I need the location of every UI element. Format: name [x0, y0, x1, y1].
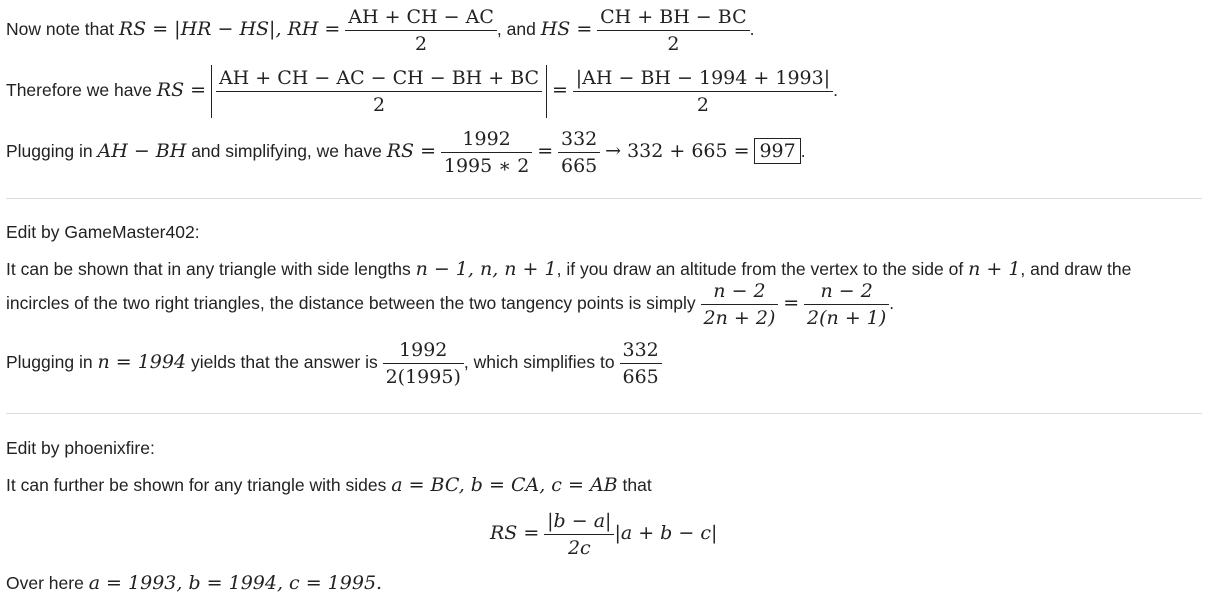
line-plugging: Plugging in AH − BH and simplifying, we have RS = $\frac{1992}{1995 ∗ 2}$ = $\frac{332}{665}$ → 332 + 665 = 997 . [6, 128, 806, 177]
fraction-332: $\frac{332}{665}$ [558, 126, 600, 179]
fraction-n-minus-2-b: $\frac{n - 2}{2(n + 1)}$ [804, 278, 889, 331]
fraction-1992-1995: $\frac{1992}{2(1995)}$ [383, 337, 464, 390]
absolute-value [211, 65, 547, 118]
fraction-b-minus-a: $\frac{|b - a|}{2c}$ [544, 508, 614, 561]
fraction-rh: $\frac{AH + CH - AC}{2}$ [345, 4, 497, 57]
line-therefore: Therefore we have RS = $\frac{AH + CH - AC - CH - BH + BC}{2}$ = $\frac{|AH - BH - 1994 + 1993|}{2}$ . [6, 67, 838, 116]
math-rs-rh: RS = |HR − HS|, RH = [118, 18, 341, 41]
fraction-n-minus-2-a: $\frac{n - 2}{2n + 2)}$ [701, 278, 779, 331]
line-rs-definition: Now note that RS = |HR − HS|, RH = $\frac{AH + CH - AC}{2}$ , and HS = $\frac{CH + BH - BC}{2}$ . [6, 6, 755, 55]
display-equation-rs: RS = $\frac{|b - a|}{2c}$ |a + b − c| [490, 510, 718, 559]
edit-header-gamemaster: Edit by GameMaster402: [6, 222, 200, 242]
fraction-hs: $\frac{CH + BH - BC}{2}$ [597, 4, 750, 57]
line-plugging-n: Plugging in n = 1994 yields that the answer is $\frac{1992}{2(1995)}$ , which simplifies to $\frac{332}{665}$ [6, 337, 662, 390]
fraction-1992: $\frac{1992}{1995 ∗ 2}$ [441, 126, 532, 179]
fraction-332-665: $\frac{332}{665}$ [620, 337, 662, 390]
line-side-lengths: It can be shown that in any triangle with side lengths n − 1, n, n + 1, if you draw an altitude from the vertex to the side of n + 1, and draw the [6, 258, 1132, 280]
answer-box: 997 [754, 138, 800, 164]
line-incircles: incircles of the two right triangles, the distance between the two tangency points is simply $\frac{n - 2}{2n + 2)}$ = $\frac{n - 2}{2(n + 1)}$ . [6, 280, 895, 329]
fraction-rs-numeric: $\frac{|AH - BH - 1994 + 1993|}{2}$ [573, 65, 833, 118]
divider [6, 413, 1202, 414]
edit-header-phoenixfire: Edit by phoenixfire: [6, 438, 155, 458]
line-any-triangle: It can further be shown for any triangle with sides a = BC, b = CA, c = AB that [6, 474, 652, 496]
divider [6, 198, 1202, 199]
fraction-rs-expanded: $\frac{AH + CH - AC - CH - BH + BC}{2}$ [216, 65, 542, 118]
line-over-here: Over here a = 1993, b = 1994, c = 1995. [6, 572, 383, 594]
